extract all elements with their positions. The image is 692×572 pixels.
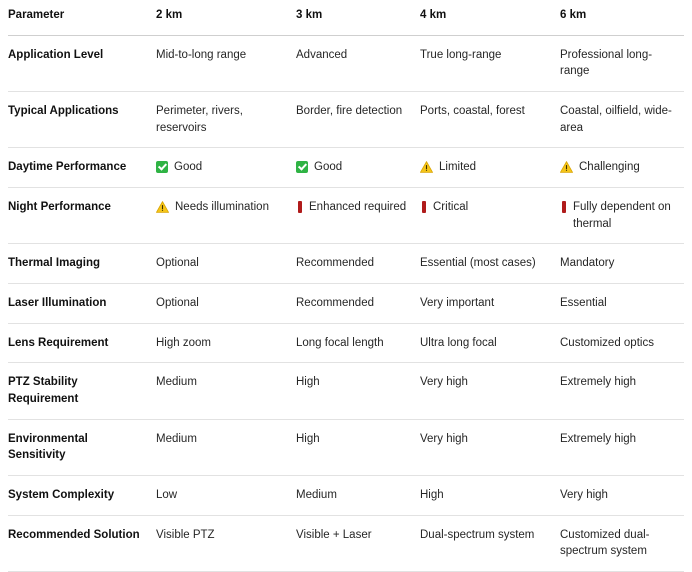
cell-content bbox=[156, 374, 286, 391]
column-header-parameter: Parameter bbox=[8, 3, 156, 35]
table-cell bbox=[420, 244, 560, 284]
cell-text: True long-range bbox=[420, 48, 502, 61]
cell-content bbox=[420, 374, 550, 391]
cell-content bbox=[296, 431, 410, 448]
table-row bbox=[8, 92, 684, 148]
row-parameter-label: Typical Applications bbox=[8, 92, 156, 148]
cell-content bbox=[156, 431, 286, 448]
table-cell bbox=[560, 284, 684, 324]
cell-text: Essential bbox=[560, 297, 607, 310]
table-row bbox=[8, 284, 684, 324]
row-parameter-label: Daytime Performance bbox=[8, 148, 156, 188]
cell-content bbox=[420, 527, 550, 544]
table-cell bbox=[156, 476, 296, 516]
table-row bbox=[8, 35, 684, 91]
table-header-row bbox=[8, 3, 684, 35]
cell-content bbox=[560, 527, 674, 560]
cell-text: Optional bbox=[156, 257, 199, 270]
cell-text: Mandatory bbox=[560, 257, 615, 270]
table-cell bbox=[420, 92, 560, 148]
table-row bbox=[8, 515, 684, 571]
cell-text: Medium bbox=[156, 376, 197, 389]
red-bar-icon bbox=[562, 201, 566, 213]
warning-triangle-icon bbox=[560, 161, 573, 173]
table-cell bbox=[420, 284, 560, 324]
table-cell bbox=[296, 476, 420, 516]
cell-text: Border, fire detection bbox=[296, 105, 403, 118]
cell-text: Recommended bbox=[296, 297, 374, 310]
cell-content bbox=[296, 335, 410, 352]
cell-text: Mid-to-long range bbox=[156, 48, 247, 61]
cell-content bbox=[156, 47, 286, 64]
table-cell bbox=[420, 363, 560, 419]
cell-content bbox=[296, 487, 410, 504]
cell-text: Low bbox=[156, 489, 178, 502]
table-cell bbox=[420, 419, 560, 475]
table-cell bbox=[296, 515, 420, 571]
table-row bbox=[8, 476, 684, 516]
cell-text: Recommended bbox=[296, 257, 374, 270]
table-cell bbox=[420, 515, 560, 571]
cell-content bbox=[156, 103, 286, 136]
table-cell bbox=[560, 92, 684, 148]
cell-content bbox=[156, 159, 286, 176]
cell-text: Optional bbox=[156, 297, 199, 310]
table-cell bbox=[560, 419, 684, 475]
table-cell bbox=[560, 148, 684, 188]
cell-text: Extremely high bbox=[560, 432, 637, 445]
table-cell bbox=[420, 188, 560, 244]
cell-content bbox=[156, 255, 286, 272]
row-parameter-label: System Complexity bbox=[8, 476, 156, 516]
cell-content bbox=[560, 487, 674, 504]
table-cell bbox=[156, 35, 296, 91]
table-cell bbox=[156, 419, 296, 475]
cell-content bbox=[296, 374, 410, 391]
cell-content bbox=[560, 295, 674, 312]
cell-content bbox=[296, 527, 410, 544]
table-cell bbox=[296, 323, 420, 363]
row-parameter-label: Environmental Sensitivity bbox=[8, 419, 156, 475]
table-cell bbox=[296, 35, 420, 91]
table-row bbox=[8, 244, 684, 284]
check-green-icon bbox=[296, 161, 308, 173]
column-header-6km: 6 km bbox=[560, 3, 684, 35]
cell-text: Fully dependent on thermal bbox=[573, 201, 671, 230]
table-cell bbox=[560, 363, 684, 419]
warning-triangle-icon bbox=[420, 161, 433, 173]
cell-content bbox=[296, 199, 410, 216]
cell-text: High bbox=[420, 489, 444, 502]
cell-content bbox=[420, 431, 550, 448]
cell-text: Coastal, oilfield, wide-area bbox=[560, 105, 672, 134]
cell-content bbox=[420, 159, 550, 176]
cell-content bbox=[560, 159, 674, 176]
row-parameter-label: Lens Requirement bbox=[8, 323, 156, 363]
cell-text: Critical bbox=[433, 201, 469, 214]
cell-text: Challenging bbox=[579, 161, 640, 174]
cell-text: High bbox=[296, 432, 320, 445]
table-row bbox=[8, 419, 684, 475]
table-cell bbox=[156, 244, 296, 284]
cell-text: Good bbox=[314, 161, 343, 174]
cell-content bbox=[156, 199, 286, 216]
cell-content bbox=[296, 295, 410, 312]
cell-text: Needs illumination bbox=[175, 201, 269, 214]
cell-text: Professional long-range bbox=[560, 48, 653, 78]
table-cell bbox=[156, 148, 296, 188]
table-cell bbox=[156, 323, 296, 363]
cell-text: Essential (most cases) bbox=[420, 257, 536, 270]
cell-text: Dual-spectrum system bbox=[420, 528, 535, 541]
table-row bbox=[8, 188, 684, 244]
table-cell bbox=[296, 363, 420, 419]
table-cell bbox=[296, 419, 420, 475]
column-header-4km: 4 km bbox=[420, 3, 560, 35]
cell-content bbox=[560, 255, 674, 272]
table-cell bbox=[156, 188, 296, 244]
warning-triangle-icon bbox=[156, 201, 169, 213]
column-header-3km: 3 km bbox=[296, 3, 420, 35]
cell-text: Very important bbox=[420, 297, 495, 310]
cell-content bbox=[420, 487, 550, 504]
table-body bbox=[8, 35, 684, 571]
cell-content bbox=[156, 487, 286, 504]
red-bar-icon bbox=[422, 201, 426, 213]
table-row bbox=[8, 323, 684, 363]
table-cell bbox=[560, 323, 684, 363]
table-cell bbox=[560, 476, 684, 516]
cell-text: Enhanced required bbox=[309, 201, 407, 214]
red-bar-icon bbox=[298, 201, 302, 213]
cell-text: Ultra long focal bbox=[420, 336, 497, 349]
table-cell bbox=[420, 148, 560, 188]
table-cell bbox=[296, 188, 420, 244]
cell-content bbox=[420, 295, 550, 312]
cell-text: Visible + Laser bbox=[296, 528, 372, 541]
cell-content bbox=[296, 255, 410, 272]
row-parameter-label: Application Level bbox=[8, 35, 156, 91]
cell-text: Perimeter, rivers, reservoirs bbox=[156, 105, 243, 134]
table-header bbox=[8, 3, 684, 35]
cell-text: Ports, coastal, forest bbox=[420, 105, 525, 118]
cell-content bbox=[156, 527, 286, 544]
table-cell bbox=[296, 244, 420, 284]
table-cell bbox=[296, 92, 420, 148]
table-cell bbox=[420, 35, 560, 91]
table-cell bbox=[296, 284, 420, 324]
cell-content bbox=[420, 255, 550, 272]
row-parameter-label: Laser Illumination bbox=[8, 284, 156, 324]
cell-content bbox=[296, 47, 410, 64]
cell-content bbox=[296, 159, 410, 176]
cell-text: Medium bbox=[156, 432, 197, 445]
cell-content bbox=[420, 103, 550, 120]
cell-content bbox=[560, 47, 674, 80]
cell-content bbox=[420, 335, 550, 352]
table-cell bbox=[560, 188, 684, 244]
table-cell bbox=[156, 363, 296, 419]
row-parameter-label: Recommended Solution bbox=[8, 515, 156, 571]
table-cell bbox=[156, 284, 296, 324]
table-row bbox=[8, 148, 684, 188]
table-cell bbox=[560, 35, 684, 91]
cell-content bbox=[560, 431, 674, 448]
cell-text: High bbox=[296, 376, 320, 389]
comparison-table-container bbox=[0, 3, 692, 572]
cell-text: Limited bbox=[439, 161, 477, 174]
cell-content bbox=[420, 199, 550, 216]
cell-content bbox=[420, 47, 550, 64]
cell-content bbox=[156, 335, 286, 352]
cell-text: High zoom bbox=[156, 336, 211, 349]
table-cell bbox=[420, 323, 560, 363]
cell-content bbox=[560, 103, 674, 136]
cell-content bbox=[296, 103, 410, 120]
column-header-2km: 2 km bbox=[156, 3, 296, 35]
cell-content bbox=[560, 199, 674, 232]
row-parameter-label: Night Performance bbox=[8, 188, 156, 244]
cell-text: Extremely high bbox=[560, 376, 637, 389]
cell-content bbox=[156, 295, 286, 312]
row-parameter-label: Thermal Imaging bbox=[8, 244, 156, 284]
table-cell bbox=[296, 148, 420, 188]
table-cell bbox=[156, 515, 296, 571]
check-green-icon bbox=[156, 161, 168, 173]
cell-text: Medium bbox=[296, 489, 337, 502]
cell-text: Very high bbox=[420, 376, 468, 389]
table-row bbox=[8, 363, 684, 419]
table-cell bbox=[560, 244, 684, 284]
cell-content bbox=[560, 335, 674, 352]
cell-content bbox=[560, 374, 674, 391]
row-parameter-label: PTZ Stability Requirement bbox=[8, 363, 156, 419]
table-cell bbox=[156, 92, 296, 148]
cell-text: Long focal length bbox=[296, 336, 384, 349]
cell-text: Advanced bbox=[296, 48, 348, 61]
table-cell bbox=[420, 476, 560, 516]
cell-text: Good bbox=[174, 161, 203, 174]
cell-text: Very high bbox=[560, 489, 608, 502]
cell-text: Customized dual-spectrum system bbox=[560, 528, 650, 558]
cell-text: Very high bbox=[420, 432, 468, 445]
table-cell bbox=[560, 515, 684, 571]
comparison-table bbox=[8, 3, 684, 572]
cell-text: Visible PTZ bbox=[156, 528, 215, 541]
cell-text: Customized optics bbox=[560, 336, 654, 349]
